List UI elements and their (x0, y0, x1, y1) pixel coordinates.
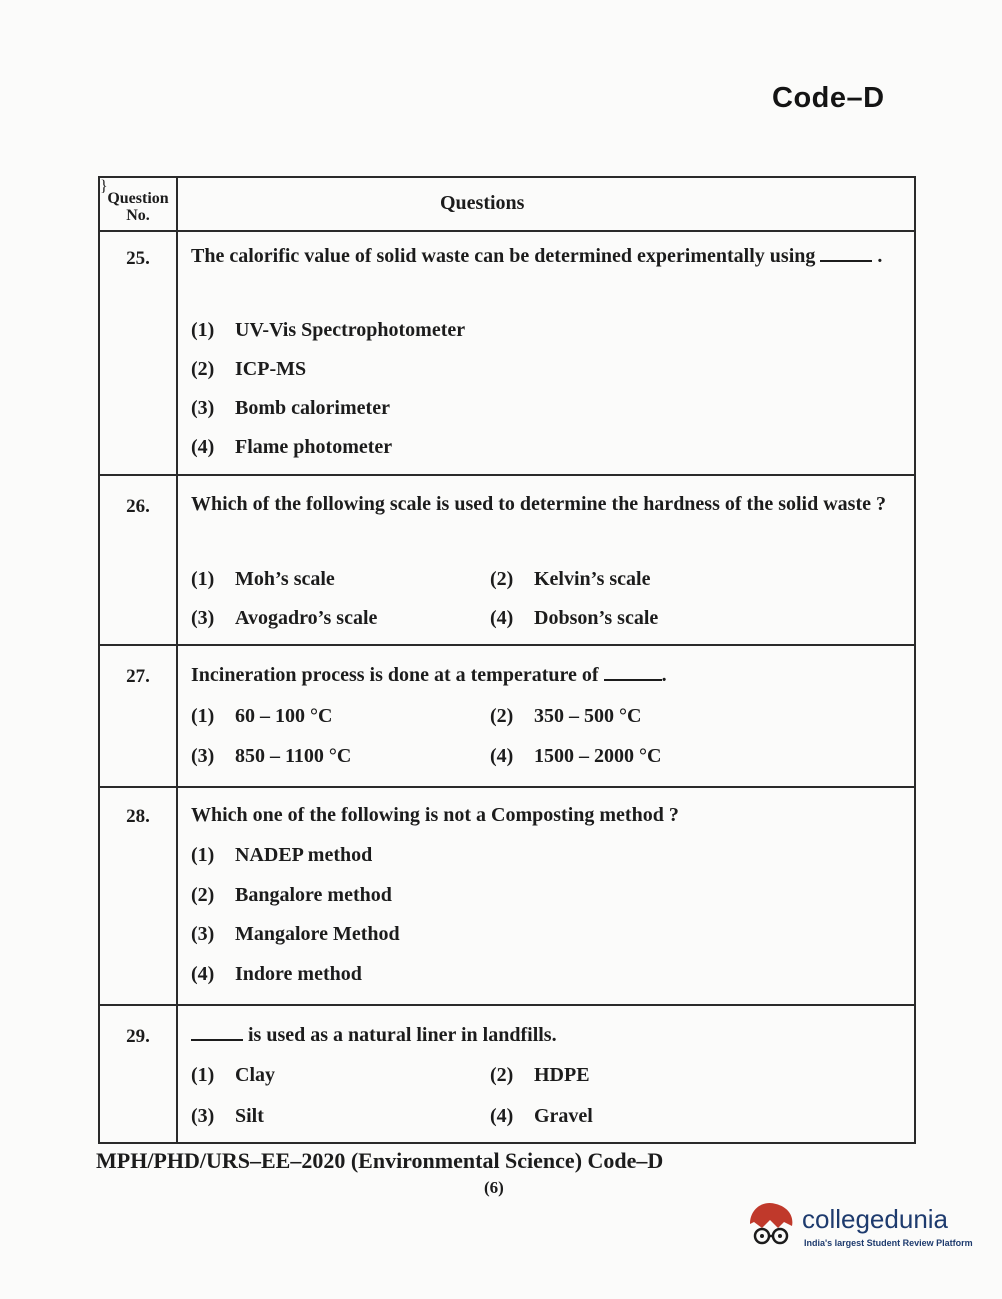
option-number: (2) (490, 1064, 514, 1086)
option (490, 705, 641, 728)
option-number: (2) (490, 705, 514, 727)
option-number: (1) (191, 568, 215, 590)
question-text-after: is used as a natural liner in landfills. (248, 1024, 557, 1046)
option-text: HDPE (534, 1064, 590, 1086)
option-number: (3) (191, 1105, 215, 1127)
question-table (98, 176, 916, 1144)
paper-footer-title: MPH/PHD/URS–EE–2020 (Environmental Science) Code–D (96, 1148, 664, 1173)
option-number: (3) (191, 607, 215, 629)
option-text: NADEP method (235, 844, 373, 866)
option (191, 923, 400, 946)
option-text: 1500 – 2000 °C (534, 745, 662, 767)
column-header-questions: Questions (440, 192, 525, 214)
page-number: (6) (484, 1178, 504, 1197)
row-divider (100, 644, 914, 646)
option-text: 850 – 1100 °C (235, 745, 352, 767)
option-number: (1) (191, 1064, 215, 1086)
question-number: 28. (126, 806, 150, 827)
question-text-after: . (661, 664, 667, 686)
question-text (191, 657, 907, 694)
row-divider (100, 230, 914, 232)
option (490, 568, 650, 591)
option-text: Avogadro’s scale (235, 607, 378, 629)
row-divider (100, 786, 914, 788)
question-text-before: Incineration process is done at a temperature of (191, 664, 599, 686)
option-number: (2) (490, 568, 514, 590)
option (191, 358, 306, 381)
option (191, 1064, 275, 1087)
option-number: (2) (191, 358, 215, 380)
question-number: 25. (126, 248, 150, 269)
option-number: (4) (191, 436, 215, 458)
option-text: Moh’s scale (235, 568, 335, 590)
column-divider (176, 178, 178, 1142)
option-text: Gravel (534, 1105, 593, 1127)
option-text: 350 – 500 °C (534, 705, 642, 727)
option-number: (4) (490, 745, 514, 767)
option-text: Indore method (235, 963, 362, 985)
option (191, 745, 351, 768)
option (191, 397, 390, 420)
brand-name: collegedunia (802, 1204, 949, 1234)
paper-code: Code–D (772, 82, 885, 114)
option-text: Kelvin’s scale (534, 568, 651, 590)
option-text: Bomb calorimeter (235, 397, 390, 419)
option-text: Silt (235, 1105, 264, 1127)
option-text: 60 – 100 °C (235, 705, 333, 727)
option (490, 1105, 593, 1128)
option-text: Mangalore Method (235, 923, 400, 945)
question-number: 26. (126, 496, 150, 517)
option-number: (2) (191, 884, 215, 906)
option-text: Dobson’s scale (534, 607, 659, 629)
column-header-question-no: Question No. (107, 190, 169, 224)
question-number: 27. (126, 666, 150, 687)
question-28: 28. Which one of the following is not a Composting method ? (1) NADEP method (2) Bangalore method (3) Mangalore Method (4) Indore method } (100, 178, 914, 196)
mascot-icon (744, 1198, 800, 1254)
question-text (191, 238, 907, 275)
question-text-before: The calorific value of solid waste can be determined experimentally using (191, 245, 816, 267)
option-number: (4) (191, 963, 215, 985)
row-divider (100, 1004, 914, 1006)
option-text: Bangalore method (235, 884, 392, 906)
option (191, 1105, 264, 1128)
option-number: (1) (191, 844, 215, 866)
question-number: 29. (126, 1026, 150, 1047)
option-number: (3) (191, 923, 215, 945)
question-text (191, 1017, 907, 1054)
option (191, 568, 335, 591)
question-text: Which one of the following is not a Composting method ? (191, 804, 679, 826)
option (191, 607, 377, 630)
answer-blank (604, 663, 662, 681)
option (191, 705, 332, 728)
option (490, 1064, 590, 1087)
option-text: UV-Vis Spectrophotometer (235, 319, 466, 341)
option (191, 319, 465, 342)
option (191, 884, 392, 907)
option-number: (3) (191, 397, 215, 419)
option-text: ICP-MS (235, 358, 307, 380)
option (191, 436, 392, 459)
option-text: Clay (235, 1064, 275, 1086)
option-text: Flame photometer (235, 436, 393, 458)
question-text-after: . (877, 245, 883, 267)
option-number: (4) (490, 607, 514, 629)
brand-tagline: India's largest Student Review Platform (804, 1238, 973, 1248)
option-number: (4) (490, 1105, 514, 1127)
option-number: (3) (191, 745, 215, 767)
answer-blank (191, 1023, 243, 1041)
question-text: Which of the following scale is used to determine the hardness of the solid waste ? (191, 493, 886, 515)
row-divider (100, 474, 914, 476)
option (490, 607, 658, 630)
option-number: (1) (191, 705, 215, 727)
option (490, 745, 661, 768)
collegedunia-watermark (744, 1198, 974, 1254)
answer-blank (820, 244, 872, 262)
option-number: (1) (191, 319, 215, 341)
option (191, 963, 362, 986)
option (191, 844, 372, 867)
